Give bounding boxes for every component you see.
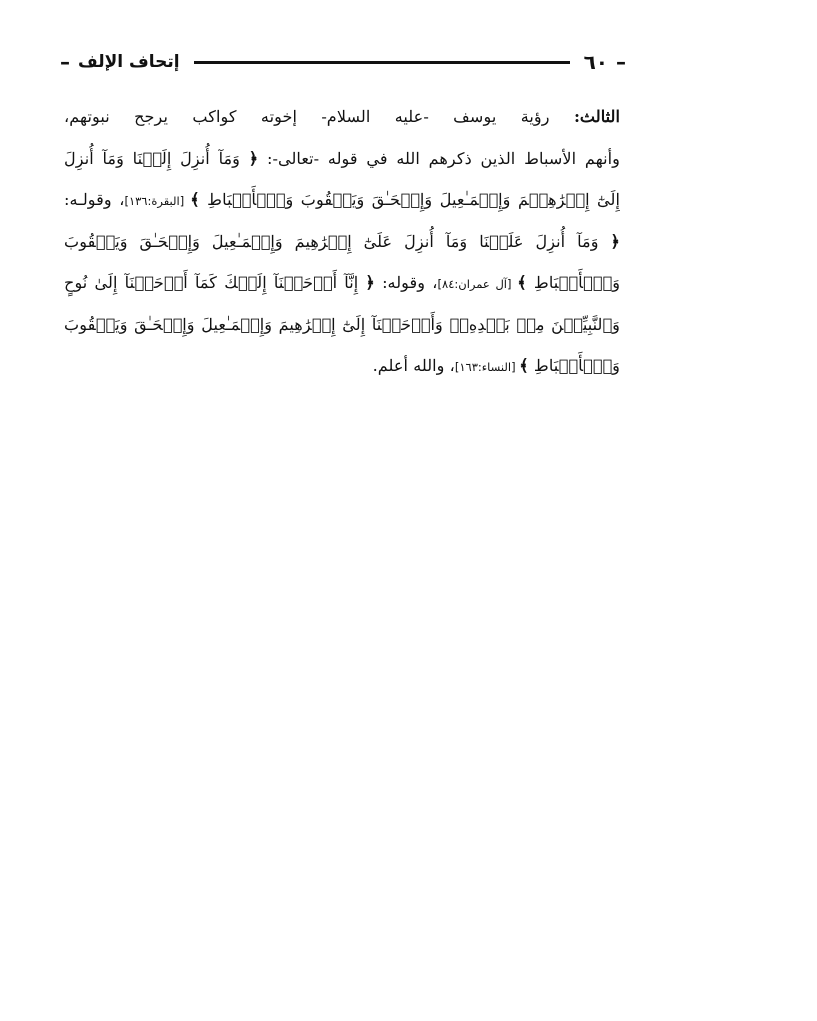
running-title: إتحاف الإلف [78,52,180,72]
line-text: رؤية يوسف -عليه السلام- إخوته كواكب يرجح نبوتهم، [64,107,574,126]
quran-verse: إِلَىٰٓ إِبۡرَٰهِـۧمَ وَإِسۡمَـٰعِيلَ وَإِسۡحَـٰقَ وَيَعۡقُوبَ وَٱلۡأَسۡبَاطِ [199,190,620,209]
text-line [64,262,620,304]
text-line [64,304,620,346]
page-number-group [584,50,626,74]
quran-verse: وَمَآ أُنزِلَ إِلَيۡنَا وَمَآ أُنزِلَ [64,148,249,168]
quran-verse: وَٱلنَّبِيِّـۧنَ مِنۢ بَعۡدِهِۦۚ وَأَوۡحَيۡنَآ إِلَىٰٓ إِبۡرَٰهِيمَ وَإِسۡمَـٰعِيلَ وَإِسۡحَـٰقَ وَيَعۡقُوبَ [64,314,620,334]
page-number: ٦٠ [583,50,608,74]
verse-open-bracket: ﴿ [248,148,259,168]
verse-reference: [البقرة:١٣٦] [124,194,191,208]
verse-close-bracket: ﴾ [519,356,529,375]
text-line [64,345,620,387]
header-dash-left: – [60,50,70,74]
quran-verse: وَٱلۡأَسۡبَاطِ [526,273,620,292]
paragraph-label: الثالث: [573,107,620,126]
line-text: ، وقوله: [374,273,438,292]
text-line [64,179,620,221]
verse-open-bracket: ﴿ [610,231,620,251]
text-line [64,96,620,138]
verse-close-bracket: ﴾ [190,190,200,209]
quran-verse: وَٱلۡأَسۡبَاطِ [528,356,620,375]
page-header [60,44,626,80]
quran-verse: وَمَآ أُنزِلَ عَلَيۡنَا وَمَآ أُنزِلَ عَلَىٰٓ إِبۡرَٰهِيمَ وَإِسۡمَـٰعِيلَ وَإِسۡحَـٰقَ وَيَعۡقُوبَ [64,231,611,251]
verse-open-bracket: ﴿ [365,273,375,292]
line-text: وأنهم الأسباط الذين ذكرهم الله في قوله -تعالى-: [258,148,620,168]
verse-close-bracket: ﴾ [517,273,527,292]
text-line [64,138,620,180]
header-dash-right: – [616,50,626,74]
verse-reference: [النساء:١٦٣] [454,360,520,374]
header-rule [194,61,570,64]
quran-verse: إِنَّآ أَوۡحَيۡنَآ إِلَيۡكَ كَمَآ أَوۡحَيۡنَآ إِلَىٰ نُوحٍ [64,273,366,292]
line-text: ، والله أعلم. [372,356,455,375]
text-line [64,221,620,263]
line-text: ، وقولـه: [64,190,125,209]
body-text [64,96,620,387]
verse-reference: [آل عمران:٨٤] [437,277,518,291]
